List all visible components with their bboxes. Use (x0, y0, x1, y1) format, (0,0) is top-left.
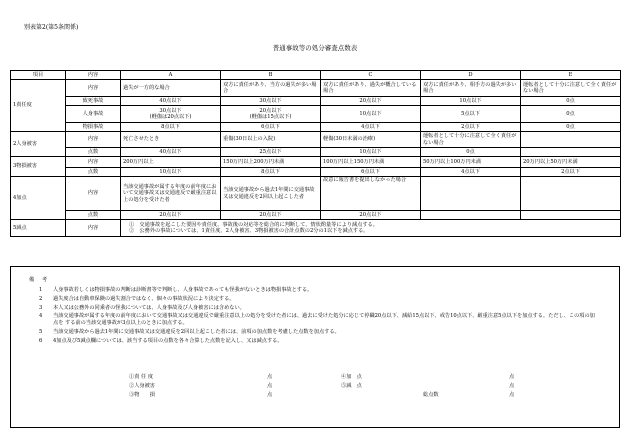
table-cell: 10点以下 (421, 97, 521, 106)
table-cell: 軽傷(30日未満の治療) (321, 132, 421, 148)
row-label: 内容 (66, 220, 121, 237)
table-cell (521, 211, 621, 220)
table-cell: 25点以下 (221, 148, 321, 157)
table-cell (521, 148, 621, 157)
note-item (39, 313, 599, 327)
table-cell: 100万円以上150万円未満 (321, 157, 421, 168)
summary-unit: 点 (267, 392, 273, 398)
table-cell: 20点以下 (121, 211, 221, 220)
note-item (39, 296, 599, 303)
header-col-e: E (521, 71, 621, 80)
table-cell: 過失が一方的な場合 (121, 80, 221, 97)
cell-main: 20点以下 (259, 107, 282, 114)
table-cell: 10点以下 (121, 168, 221, 177)
table-cell: 50万円以上100万円未満 (421, 157, 521, 168)
table-cell: 0点 (521, 123, 621, 132)
table-header-row (11, 71, 621, 80)
deduction-content (121, 220, 621, 237)
table-row (11, 132, 621, 148)
score-table (10, 70, 621, 237)
summary-row (11, 374, 619, 382)
summary-row (11, 383, 619, 391)
summary-unit: 点 (267, 374, 273, 380)
summary-label: ⑤減 点 (341, 383, 362, 389)
table-row (11, 148, 621, 157)
table-cell: 双方に責任があり、当方の過失が多い場合 (221, 80, 321, 97)
table-cell (121, 106, 221, 123)
table-cell: 0点 (521, 97, 621, 106)
deduction-line-2: ② 公務外の事故については、1責任度、2人身被害、3物損被害の合計点数の2分の1以下を減点する。 (129, 228, 369, 234)
table-cell: 双方に責任があり、過失が概合している場合 (321, 80, 421, 97)
summary-unit: 点 (509, 383, 515, 389)
table-row (11, 106, 621, 123)
summary-label: ①責 任 度 (129, 374, 154, 380)
row-label: 人身事故 (66, 106, 121, 123)
row-label: 内容 (66, 157, 121, 168)
group-label-deduct: 5減点 (11, 220, 66, 237)
header-col-b: B (221, 71, 321, 80)
note-text: 過失度合は自動車保険の過失割合ではなく、個々の事故状況により決定する。 (53, 295, 235, 302)
table-cell (521, 132, 621, 148)
table-cell: 10点以下 (321, 106, 421, 123)
note-item (39, 287, 599, 294)
summary-unit: 点 (267, 383, 273, 389)
group-label-add: 4加点 (11, 177, 66, 220)
header-col-d: D (421, 71, 521, 80)
table-row (11, 177, 621, 211)
table-cell: 8点以下 (221, 168, 321, 177)
table-cell: 重傷(30日以上の入院) (221, 132, 321, 148)
table-cell: 5点以下 (421, 106, 521, 123)
table-row (11, 80, 621, 97)
table-cell: 30点以下 (221, 97, 321, 106)
note-number: 6 (39, 337, 43, 344)
table-cell: 双方に責任があり、相手方の過失が多い場合 (421, 80, 521, 97)
notes-section (10, 266, 620, 428)
note-number: 4 (39, 313, 43, 320)
page-label: 別表第2(第5条関係) (24, 24, 79, 31)
table-cell: 20万円以上50万円未満 (521, 157, 621, 168)
table-row (11, 157, 621, 168)
table-cell: 4点以下 (421, 168, 521, 177)
table-cell: 200万円以上 (121, 157, 221, 168)
summary-label: ③物 損 (129, 392, 155, 398)
table-cell: 当該交通事故から過去1年間に交通事故又は交通違反を2回以上起こした者 (221, 177, 321, 211)
table-cell (421, 177, 521, 211)
row-label: 致死事故 (66, 97, 121, 106)
row-label: 物損事故 (66, 123, 121, 132)
note-text: 人身事故若しくは物損事故の判断は診断書等で判断し、人身事故であっても怪我がないときは物損事故とする。 (53, 287, 313, 293)
table-cell: 10点以下 (321, 148, 421, 157)
row-label: 点数 (66, 168, 121, 177)
header-item: 項目 (11, 71, 66, 80)
summary-row (11, 392, 619, 400)
deduction-line-1: ① 交通事故を起こした要因や責任度、事故後の対応等を総合的に判断して、情状酌量等により減点する。 (129, 221, 378, 228)
group-label-injury: 2人身被害 (11, 132, 66, 157)
summary-unit: 点 (509, 374, 515, 380)
summary-unit: 点 (509, 392, 515, 398)
table-row (11, 97, 621, 106)
table-row (11, 168, 621, 177)
notes-title: 備 考 (29, 277, 51, 283)
table-cell: 20点以下 (221, 211, 321, 220)
header-col-c: C (321, 71, 421, 80)
table-cell: 0点 (421, 148, 521, 157)
table-cell: 当該交通事故が属する年度の前年度において交通事故又は交通違反で厳重注意以上の処分を受けた者 (121, 177, 221, 211)
table-row (11, 123, 621, 132)
row-label: 内容 (66, 132, 121, 148)
cell-main: 30点以下 (159, 107, 182, 114)
table-cell: 20点以下 (321, 211, 421, 220)
note-text: 当該交通事故から過去1年間に交通事故又は交通違反を2回以上起こした者には、前項の加点数を考慮した点数を加点する。 (53, 328, 340, 335)
table-cell: 2点以下 (521, 168, 621, 177)
table-cell: 0点 (521, 106, 621, 123)
note-number: 3 (39, 304, 43, 311)
table-cell (221, 106, 321, 123)
header-col-a: A (121, 71, 221, 80)
cell-sub: (軽傷は20点以下) (149, 114, 192, 120)
note-text: 4加点及び5減点欄については、該当する項目の点数を各々合算した点数を記入し、又は減点する。 (53, 337, 283, 344)
cell-sub: (軽傷は15点以下) (249, 114, 292, 120)
note-number: 2 (39, 295, 43, 302)
row-label: 内容 (66, 80, 121, 97)
header-content: 内容 (66, 71, 121, 80)
table-cell: 40点以下 (121, 97, 221, 106)
notes-list (39, 287, 599, 346)
summary-label-total: 総点数 (423, 392, 439, 398)
note-item (39, 338, 599, 345)
table-cell: 6点以下 (321, 168, 421, 177)
table-cell (521, 177, 621, 211)
note-number: 1 (39, 287, 43, 293)
table-cell: 8点以下 (121, 123, 221, 132)
document-title: 普通事故等の処分審査点数表 (272, 44, 358, 52)
row-label: 点数 (66, 148, 121, 157)
table-row (11, 211, 621, 220)
group-label-responsibility: 1責任度 (11, 80, 66, 132)
table-cell (421, 211, 521, 220)
table-cell: 運転者として十分に注意して全く責任がない場合 (521, 80, 621, 97)
table-cell: 20点以下 (321, 97, 421, 106)
summary-label: ④加 点 (341, 374, 362, 380)
summary-label: ②人身被害 (129, 383, 155, 389)
note-number: 5 (39, 328, 43, 335)
row-label: 点数 (66, 211, 121, 220)
table-row (11, 220, 621, 237)
table-cell: 4点以下 (321, 123, 421, 132)
table-cell: 死亡させたとき (121, 132, 221, 148)
table-cell: 運転者として十分に注意して全く責任がない場合 (421, 132, 521, 148)
table-cell: 40点以下 (121, 148, 221, 157)
note-text: 当該交通事故が属する年度の前年度において交通事故又は交通違反で厳重注意以上の処分を受けた者には、過去に受けた処分に応じて停職20点以下、減給15点以下、戒告10点以下、厳重注意5点以下を加点する。ただし、この項の加点を する前の当該交通事故が3点以上のときに加点する。 (53, 313, 595, 326)
table-cell: 2点以下 (421, 123, 521, 132)
note-item (39, 305, 599, 312)
note-item (39, 329, 599, 336)
table-cell: 150万円以上200万円未満 (221, 157, 321, 168)
table-cell: 故意に報告書を提出しなかった場合 (321, 177, 421, 211)
table-cell: 6点以下 (221, 123, 321, 132)
group-label-property: 3物損被害 (11, 157, 66, 177)
row-label: 内容 (66, 177, 121, 211)
note-text: 本人又は公務外の同乗者の怪我については、人身事故及び人身被害には含めない。 (53, 304, 245, 311)
